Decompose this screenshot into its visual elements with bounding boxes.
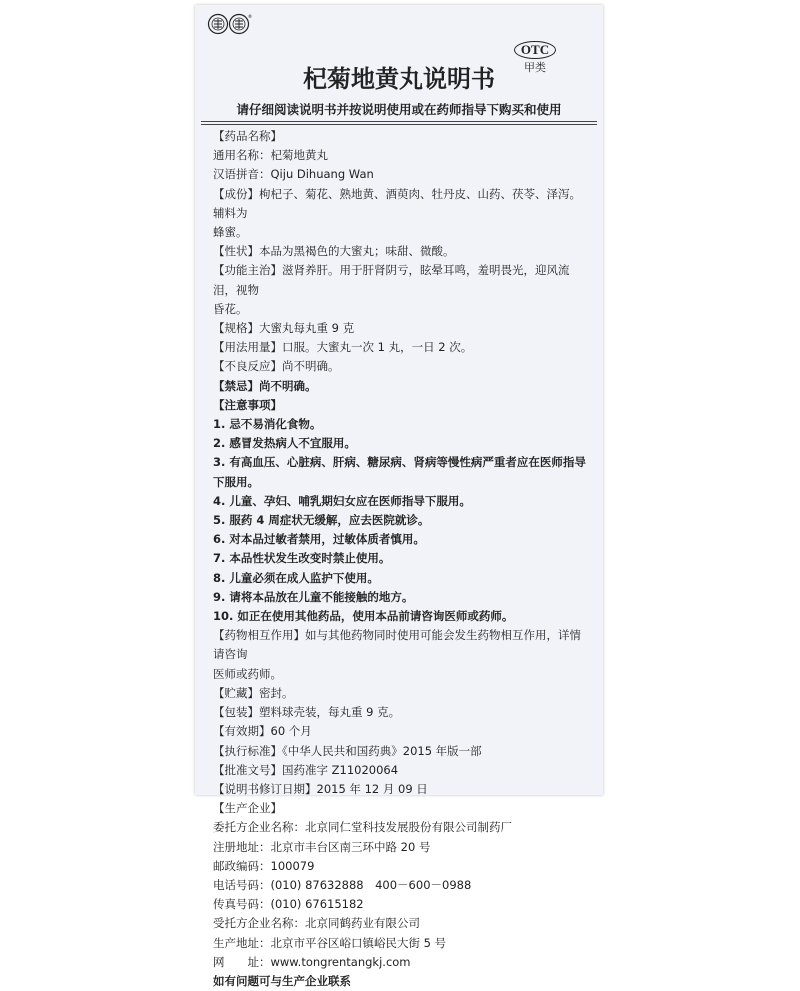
divider-top <box>201 121 597 122</box>
storage: 【贮藏】密封。 <box>213 685 294 700</box>
indications-line-1: 【功能主治】滋肾养肝。用于肝肾阴亏，眩晕耳鸣，羞明畏光，迎风流泪，视物 <box>213 263 570 297</box>
standard: 【执行标准】《中华人民共和国药典》2015 年版一部 <box>213 743 482 758</box>
manufacturer-line: 受托方企业名称：北京同鹤药业有限公司 <box>213 916 420 931</box>
interactions-line-2: 医师或药师。 <box>213 666 282 681</box>
manufacturer-line: 邮政编码：100079 <box>213 858 315 873</box>
manufacturer-header: 【生产企业】 <box>213 801 282 816</box>
precautions-header: 【注意事项】 <box>213 397 282 412</box>
precaution-item: 1. 忌不易消化食物。 <box>213 417 322 432</box>
precaution-item: 6. 对本品过敏者禁用，过敏体质者慎用。 <box>213 532 425 547</box>
pinyin-name: 汉语拼音：Qiju Dihuang Wan <box>213 167 374 182</box>
svg-text:®: ® <box>248 14 252 19</box>
precaution-item: 5. 服药 4 周症状无缓解，应去医院就诊。 <box>213 513 430 528</box>
manufacturer-line: 电话号码：(010) 87632888 400－600－0988 <box>213 877 472 892</box>
specification: 【规格】大蜜丸每丸重 9 克 <box>213 321 355 336</box>
validity: 【有效期】60 个月 <box>213 724 312 739</box>
revision-date: 【说明书修订日期】2015 年 12 月 09 日 <box>213 781 428 796</box>
precaution-item: 7. 本品性状发生改变时禁止使用。 <box>213 551 391 566</box>
ingredients-line-2: 蜂蜜。 <box>213 225 248 240</box>
precaution-item: 4. 儿童、孕妇、哺乳期妇女应在医师指导下服用。 <box>213 493 471 508</box>
otc-badge: OTC <box>514 41 556 59</box>
precaution-item: 3. 有高血压、心脏病、肝病、糖尿病、肾病等慢性病严重者应在医师指导下服用。 <box>213 455 586 489</box>
drug-name-header: 【药品名称】 <box>213 129 282 143</box>
document-title: 杞菊地黄丸说明书 <box>303 65 495 93</box>
instruction-sheet <box>195 5 603 988</box>
website-line: 网 址：www.tongrentangkj.com <box>213 954 411 969</box>
document-subtitle: 请仔细阅读说明书并按说明使用或在药师指导下购买和使用 <box>236 102 562 117</box>
contact-footer: 如有问题可与生产企业联系 <box>213 973 351 988</box>
precaution-item: 10. 如正在使用其他药品，使用本品前请咨询医师或药师。 <box>213 609 514 624</box>
dosage: 【用法用量】口服。大蜜丸一次 1 丸，一日 2 次。 <box>213 340 473 355</box>
precaution-item: 8. 儿童必须在成人监护下使用。 <box>213 570 379 585</box>
precaution-item: 9. 请将本品放在儿童不能接触的地方。 <box>213 589 414 604</box>
manufacturer-line: 注册地址：北京市丰台区南三环中路 20 号 <box>213 839 431 854</box>
manufacturer-line: 传真号码：(010) 67615182 <box>213 897 364 912</box>
instruction-body <box>213 127 589 991</box>
interactions-line-1: 【药物相互作用】如与其他药物同时使用可能会发生药物相互作用，详情请咨询 <box>213 628 581 662</box>
packaging: 【包装】塑料球壳装，每丸重 9 克。 <box>213 705 401 720</box>
precaution-item: 2. 感冒发热病人不宜服用。 <box>213 436 356 451</box>
adverse-reactions: 【不良反应】尚不明确。 <box>213 359 340 374</box>
approval-number: 【批准文号】国药准字 Z11020064 <box>213 762 399 777</box>
manufacturer-line: 生产地址：北京市平谷区峪口镇峪民大街 5 号 <box>213 935 447 950</box>
ingredients-line-1: 【成份】枸杞子、菊花、熟地黄、酒萸肉、牡丹皮、山药、茯苓、泽泻。辅料为 <box>213 186 581 220</box>
brand-logo-icon <box>207 13 251 35</box>
manufacturer-line: 委托方企业名称：北京同仁堂科技发展股份有限公司制药厂 <box>213 820 512 835</box>
generic-name: 通用名称：杞菊地黄丸 <box>213 148 328 163</box>
indications-line-2: 昏花。 <box>213 301 248 316</box>
properties: 【性状】本品为黑褐色的大蜜丸；味甜、微酸。 <box>213 244 455 259</box>
otc-class-label: 甲类 <box>524 61 546 74</box>
divider-bottom <box>201 124 597 125</box>
contraindications: 【禁忌】尚不明确。 <box>213 378 317 393</box>
